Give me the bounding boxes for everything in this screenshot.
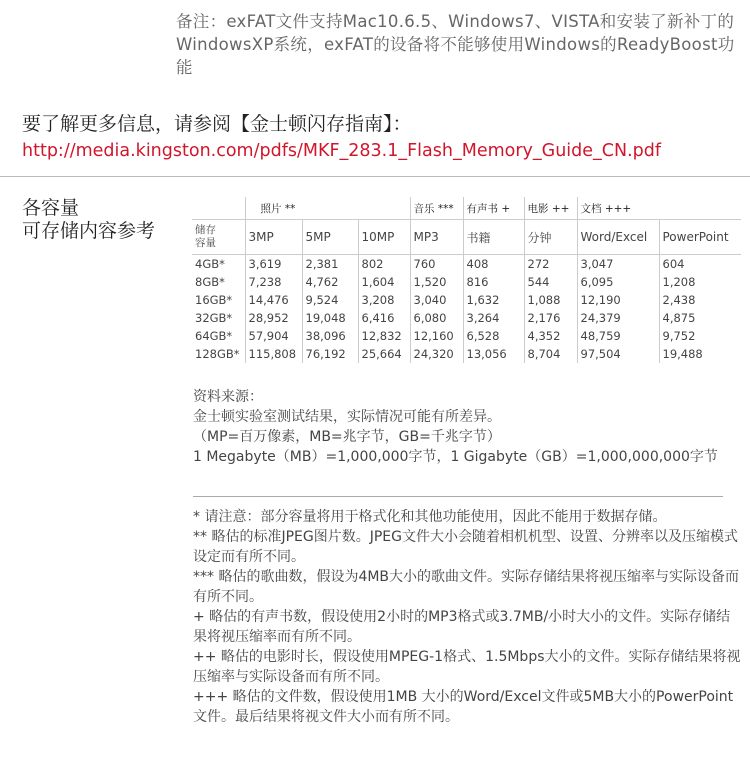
table-cell: 25,664 [358, 345, 410, 363]
table-row [192, 255, 741, 274]
column-header: PowerPoint [659, 220, 741, 255]
source-line: 金士顿实验室测试结果，实际情况可能有所差异。 [193, 409, 501, 425]
table-cell: 802 [358, 255, 410, 274]
table-cell: 28,952 [245, 309, 302, 327]
capacity-cell: 4GB* [192, 255, 245, 274]
capacity-cell: 64GB* [195, 329, 233, 343]
capacity-cell: 128GB* [195, 347, 240, 361]
table-cell: 38,096 [302, 327, 358, 345]
section-divider [0, 176, 750, 177]
table-cell: 12,832 [358, 327, 410, 345]
header-music: 音乐 *** [410, 197, 463, 220]
table-cell: 3,619 [245, 255, 302, 274]
table-cell: 408 [463, 255, 524, 274]
more-info-heading: 要了解更多信息，请参阅【金士顿闪存指南】： [22, 113, 412, 135]
capacity-section-title [22, 197, 155, 243]
column-header: 分钟 [524, 220, 577, 255]
table-cell: 3,047 [577, 255, 659, 274]
footnote: ** 略估的标准JPEG图片数。JPEG文件大小会随着相机机型、设置、分辨率以及压缩模式设定而有所不同。 [193, 529, 738, 565]
table-cell: 8,704 [524, 345, 577, 363]
table-cell: 4,352 [524, 327, 577, 345]
table-cell: 1,632 [463, 291, 524, 309]
source-line: 1 Megabyte（MB）=1,000,000字节，1 Gigabyte（GB）=1,000,000,000字节 [193, 449, 718, 465]
header-movies: 电影 ++ [524, 197, 577, 220]
footnote: +++ 略估的文件数，假设使用1MB 大小的Word/Excel文件或5MB大小的PowerPoint文件。最后结果将视文件大小而有所不同。 [193, 689, 734, 725]
table-row [192, 327, 741, 345]
header-audiobooks: 有声书 + [463, 197, 524, 220]
table-cell: 12,190 [577, 291, 659, 309]
column-header: 10MP [358, 220, 410, 255]
table-cell: 2,438 [659, 291, 741, 309]
table-cell: 544 [524, 273, 577, 291]
table-cell: 1,604 [358, 273, 410, 291]
table-cell: 272 [524, 255, 577, 274]
capacity-table [192, 197, 741, 363]
table-row [192, 291, 741, 309]
table-cell: 48,759 [577, 327, 659, 345]
column-header: Word/Excel [577, 220, 659, 255]
source-notes [193, 387, 741, 467]
table-cell: 24,320 [410, 345, 463, 363]
source-heading: 资料来源： [193, 389, 263, 405]
table-cell: 2,381 [302, 255, 358, 274]
column-header: 5MP [302, 220, 358, 255]
exfat-note: 备注：exFAT文件支持Mac10.6.5、Windows7、VISTA和安装了新补丁的WindowsXP系统，exFAT的设备将不能够使用Windows的ReadyBoost功能 [176, 12, 735, 77]
table-cell: 24,379 [577, 309, 659, 327]
table-cell: 115,808 [245, 345, 302, 363]
column-header: 3MP [245, 220, 302, 255]
capacity-cell: 16GB* [195, 293, 233, 307]
column-header: 书籍 [463, 220, 524, 255]
table-cell: 97,504 [577, 345, 659, 363]
table-cell: 816 [463, 273, 524, 291]
footnote: * 请注意：部分容量将用于格式化和其他功能使用，因此不能用于数据存储。 [193, 509, 667, 525]
table-row [192, 273, 741, 291]
table-cell: 19,048 [302, 309, 358, 327]
table-cell: 9,752 [659, 327, 741, 345]
table-cell: 7,238 [245, 273, 302, 291]
table-cell: 3,264 [463, 309, 524, 327]
header-photos: 照片 ** [245, 197, 410, 220]
table-cell: 6,080 [410, 309, 463, 327]
footnotes [193, 507, 743, 727]
footnote: ++ 略估的电影时长，假设使用MPEG-1格式、1.5Mbps大小的文件。实际存储结果将视压缩率与实际设备而有所不同。 [193, 649, 741, 685]
capacity-title-line2: 可存储内容参考 [22, 220, 156, 242]
table-row [192, 345, 741, 363]
table-cell: 2,176 [524, 309, 577, 327]
table-cell: 14,476 [245, 291, 302, 309]
footnote: + 略估的有声书数，假设使用2小时的MP3格式或3.7MB/小时大小的文件。实际存储结果将视压缩率而有所不同。 [193, 609, 731, 645]
column-header: MP3 [410, 220, 463, 255]
capacity-title-line1: 各容量 [22, 197, 80, 219]
table-cell: 19,488 [659, 345, 741, 363]
table-cell: 760 [410, 255, 463, 274]
table-cell: 3,208 [358, 291, 410, 309]
table-cell: 57,904 [245, 327, 302, 345]
table-cell: 604 [659, 255, 741, 274]
table-cell: 13,056 [463, 345, 524, 363]
table-cell: 6,528 [463, 327, 524, 345]
table-cell: 9,524 [302, 291, 358, 309]
table-cell: 1,208 [659, 273, 741, 291]
table-cell: 6,416 [358, 309, 410, 327]
footnote: *** 略估的歌曲数，假设为4MB大小的歌曲文件。实际存储结果将视压缩率与实际设备而有所不同。 [193, 569, 740, 605]
table-cell: 4,875 [659, 309, 741, 327]
table-row [192, 309, 741, 327]
table-cell: 1,520 [410, 273, 463, 291]
table-cell: 12,160 [410, 327, 463, 345]
footnote-divider [193, 496, 723, 497]
header-docs: 文档 +++ [577, 197, 741, 220]
capacity-column-label: 储存 容量 [192, 220, 245, 255]
table-cell: 6,095 [577, 273, 659, 291]
capacity-cell: 8GB* [195, 275, 225, 289]
guide-link[interactable]: http://media.kingston.com/pdfs/MKF_283.1_Flash_Memory_Guide_CN.pdf [22, 141, 662, 161]
table-cell: 3,040 [410, 291, 463, 309]
capacity-cell: 32GB* [195, 311, 233, 325]
table-cell: 76,192 [302, 345, 358, 363]
source-line: （MP=百万像素，MB=兆字节，GB=千兆字节） [193, 429, 501, 445]
table-cell: 1,088 [524, 291, 577, 309]
table-cell: 4,762 [302, 273, 358, 291]
